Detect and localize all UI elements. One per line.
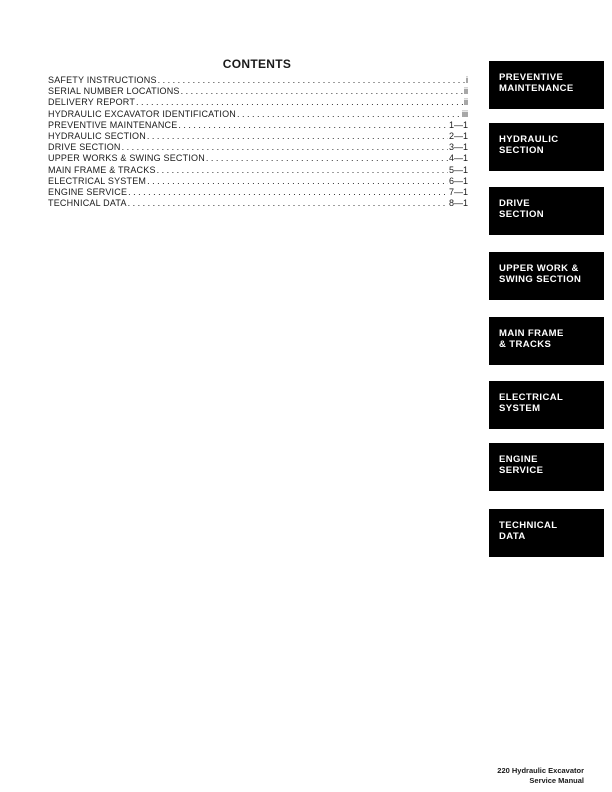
toc-entry-label: PREVENTIVE MAINTENANCE [48, 119, 178, 130]
toc-dot-leader [136, 97, 463, 108]
toc-dot-leader [157, 165, 448, 176]
toc-entry-page: ii [464, 86, 468, 97]
tab-engine-service[interactable] [489, 443, 604, 491]
tab-drive-section[interactable] [489, 187, 604, 235]
toc-dot-leader [178, 120, 448, 131]
tab-label-line2: SECTION [499, 145, 545, 156]
toc-entry-page: iii [462, 108, 468, 119]
table-of-contents [48, 75, 468, 209]
toc-entry-engine-service[interactable] [48, 187, 468, 198]
toc-entry-label: DRIVE SECTION [48, 142, 121, 153]
toc-entry-upper-works-swing[interactable] [48, 153, 468, 164]
toc-entry-label: TECHNICAL DATA [48, 198, 127, 209]
toc-entry-hydraulic-section[interactable] [48, 131, 468, 142]
toc-entry-technical-data[interactable] [48, 198, 468, 209]
toc-entry-page: i [466, 75, 468, 85]
toc-entry-label: MAIN FRAME & TRACKS [48, 164, 156, 175]
tab-electrical-system[interactable] [489, 381, 604, 429]
toc-entry-page: 4—1 [448, 153, 468, 164]
tab-label-line2: DATA [499, 531, 526, 542]
toc-entry-main-frame-tracks[interactable] [48, 165, 468, 176]
toc-entry-page: 6—1 [448, 175, 468, 186]
toc-dot-leader [147, 131, 448, 142]
toc-dot-leader [158, 75, 465, 86]
toc-entry-page: 5—1 [448, 164, 468, 175]
toc-entry-label: UPPER WORKS & SWING SECTION [48, 153, 205, 164]
toc-entry-label: HYDRAULIC SECTION [48, 130, 146, 141]
toc-entry-page: 3—1 [448, 142, 468, 153]
toc-entry-safety-instructions[interactable] [48, 75, 468, 86]
tab-label-line1: UPPER WORK & [499, 263, 579, 274]
manual-footer [497, 766, 584, 785]
toc-entry-label: SERIAL NUMBER LOCATIONS [48, 86, 180, 97]
tab-technical-data[interactable] [489, 509, 604, 557]
toc-entry-page: 1—1 [448, 119, 468, 130]
toc-dot-leader [147, 176, 448, 187]
toc-entry-label: ENGINE SERVICE [48, 186, 128, 197]
toc-entry-label: DELIVERY REPORT [48, 97, 136, 108]
toc-entry-label: ELECTRICAL SYSTEM [48, 175, 147, 186]
toc-entry-electrical-system[interactable] [48, 176, 468, 187]
toc-entry-delivery-report[interactable] [48, 97, 468, 108]
tab-label-line1: DRIVE [499, 198, 531, 209]
toc-entry-preventive-maintenance[interactable] [48, 120, 468, 131]
toc-entry-page: 8—1 [448, 198, 468, 209]
toc-entry-page: ii [464, 97, 468, 108]
tab-label-line1: MAIN FRAME [499, 328, 564, 339]
footer-manual-subtitle: Service Manual [529, 775, 584, 785]
toc-entry-drive-section[interactable] [48, 142, 468, 153]
tab-label-line1: ELECTRICAL [499, 392, 564, 403]
toc-entry-page: 7—1 [448, 186, 468, 197]
toc-entry-label: HYDRAULIC EXCAVATOR IDENTIFICATION [48, 108, 236, 119]
tab-label-line1: PREVENTIVE [499, 72, 564, 83]
toc-entry-label: SAFETY INSTRUCTIONS [48, 75, 157, 85]
toc-entry-serial-number-locations[interactable] [48, 86, 468, 97]
tab-label-line1: HYDRAULIC [499, 134, 559, 145]
toc-dot-leader [206, 153, 448, 164]
footer-manual-title: 220 Hydraulic Excavator [497, 766, 584, 775]
tab-label-line1: TECHNICAL [499, 520, 558, 531]
toc-dot-leader [128, 187, 448, 198]
toc-dot-leader [181, 86, 463, 97]
toc-dot-leader [122, 142, 448, 153]
tab-preventive-maintenance[interactable] [489, 61, 604, 109]
tab-label-line2: SERVICE [499, 465, 544, 476]
tab-label-line1: ENGINE [499, 454, 538, 465]
toc-entry-excavator-identification[interactable] [48, 109, 468, 120]
toc-dot-leader [237, 109, 461, 120]
tab-upper-work-swing[interactable] [489, 252, 604, 300]
tab-main-frame-tracks[interactable] [489, 317, 604, 365]
toc-entry-page: 2—1 [448, 130, 468, 141]
tab-label-line2: & TRACKS [499, 339, 552, 350]
tab-hydraulic-section[interactable] [489, 123, 604, 171]
tab-label-line2: SYSTEM [499, 403, 541, 414]
tab-label-line2: MAINTENANCE [499, 83, 574, 94]
tab-label-line2: SECTION [499, 209, 545, 220]
tab-label-line2: SWING SECTION [499, 274, 582, 285]
toc-dot-leader [128, 198, 448, 209]
page-title: CONTENTS [222, 57, 292, 71]
